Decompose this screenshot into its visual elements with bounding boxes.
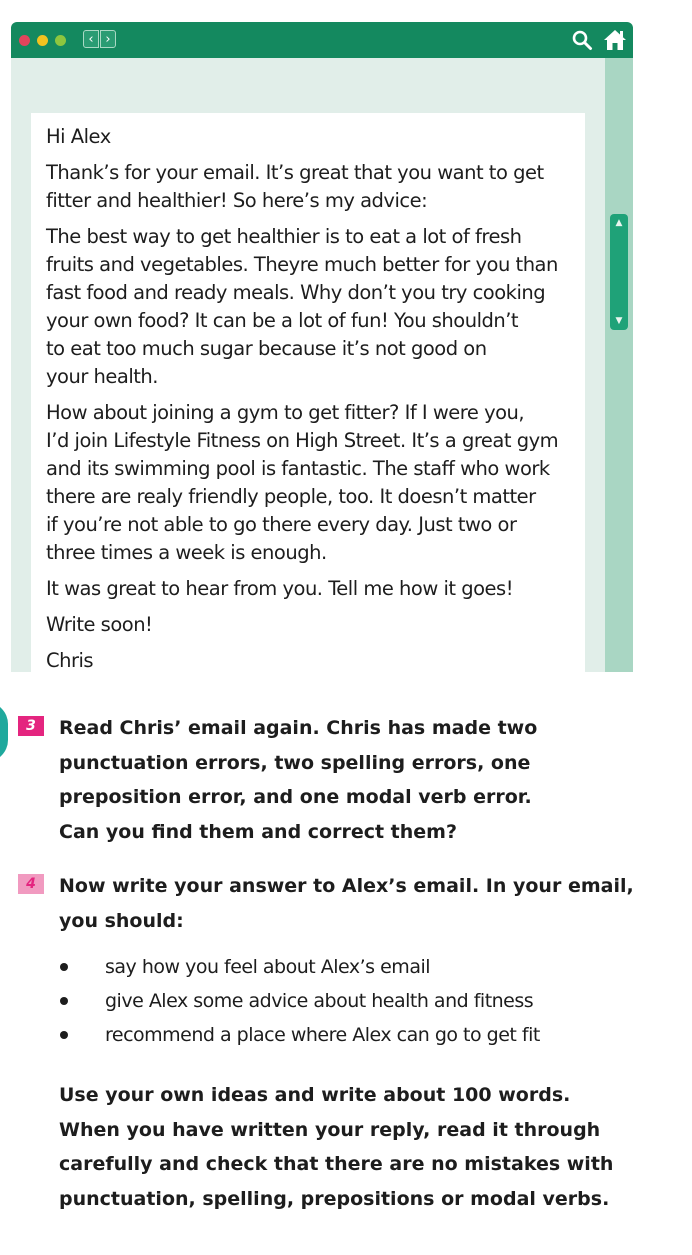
- page-side-tab: [0, 702, 8, 762]
- email-signoff: Write soon!: [46, 613, 153, 636]
- email-paragraph: It was great to hear from you. Tell me how it goes!: [46, 577, 514, 600]
- bullet-icon: [60, 997, 68, 1005]
- list-item: [58, 950, 540, 984]
- bullet-icon: [60, 963, 68, 971]
- email-message: [31, 113, 585, 686]
- task-4: [26, 869, 679, 938]
- task-number-badge: 3: [18, 716, 44, 736]
- scroll-up-arrow-icon[interactable]: ▲: [615, 218, 623, 228]
- bullet-text: give Alex some advice about health and fitness: [105, 990, 534, 1012]
- browser-content-area: [11, 58, 605, 672]
- home-icon[interactable]: [603, 29, 627, 51]
- task-4-closing-instructions: Use your own ideas and write about 100 words. When you have written your reply, read it through carefully and check that there are no mistakes with punctuation, spelling, prepositions or modal verbs.: [59, 1084, 614, 1210]
- scroll-down-arrow-icon[interactable]: ▼: [615, 316, 623, 326]
- task-instruction: Read Chris’ email again. Chris has made two punctuation errors, two spelling errors, one preposition error, and one modal verb error. Can you find them and correct them?: [59, 717, 538, 843]
- bullet-icon: [60, 1031, 68, 1039]
- task-number-badge: 4: [18, 874, 44, 894]
- bullet-text: say how you feel about Alex’s email: [105, 956, 431, 978]
- back-button[interactable]: ‹: [83, 30, 99, 48]
- browser-window: [11, 22, 633, 672]
- email-signature: Chris: [46, 649, 94, 672]
- task-3: [26, 711, 679, 849]
- email-body: [46, 123, 576, 683]
- scrollbar-track[interactable]: [605, 58, 633, 672]
- list-item: [58, 984, 540, 1018]
- browser-titlebar: [11, 22, 633, 58]
- email-paragraph: The best way to get healthier is to eat a lot of fresh fruits and vegetables. Theyre much better for you than fast food and ready meals. Why don’t you try cooking your own food? It can be a lot of fun! You shouldn’t to eat too much sugar because it’s not good on your health.: [46, 225, 558, 388]
- minimize-window-dot[interactable]: [37, 35, 48, 46]
- email-greeting: Hi Alex: [46, 125, 111, 148]
- scrollbar-thumb[interactable]: [610, 214, 628, 330]
- task-4-bullet-list: [58, 950, 540, 1052]
- search-icon[interactable]: [571, 29, 593, 51]
- close-window-dot[interactable]: [19, 35, 30, 46]
- bullet-text: recommend a place where Alex can go to get fit: [105, 1024, 540, 1046]
- email-paragraph: How about joining a gym to get fitter? If I were you, I’d join Lifestyle Fitness on High Street. It’s a great gym and its swimming pool is fantastic. The staff who work there are realy friendly people, too. It doesn’t matter if you’re not able to go there every day. Just two or three times a week is enough.: [46, 401, 559, 564]
- maximize-window-dot[interactable]: [55, 35, 66, 46]
- task-instruction: Now write your answer to Alex’s email. In your email, you should:: [59, 875, 634, 932]
- email-paragraph: Thank’s for your email. It’s great that you want to get fitter and healthier! So here’s my advice:: [46, 161, 544, 212]
- list-item: [58, 1018, 540, 1052]
- forward-button[interactable]: ›: [100, 30, 116, 48]
